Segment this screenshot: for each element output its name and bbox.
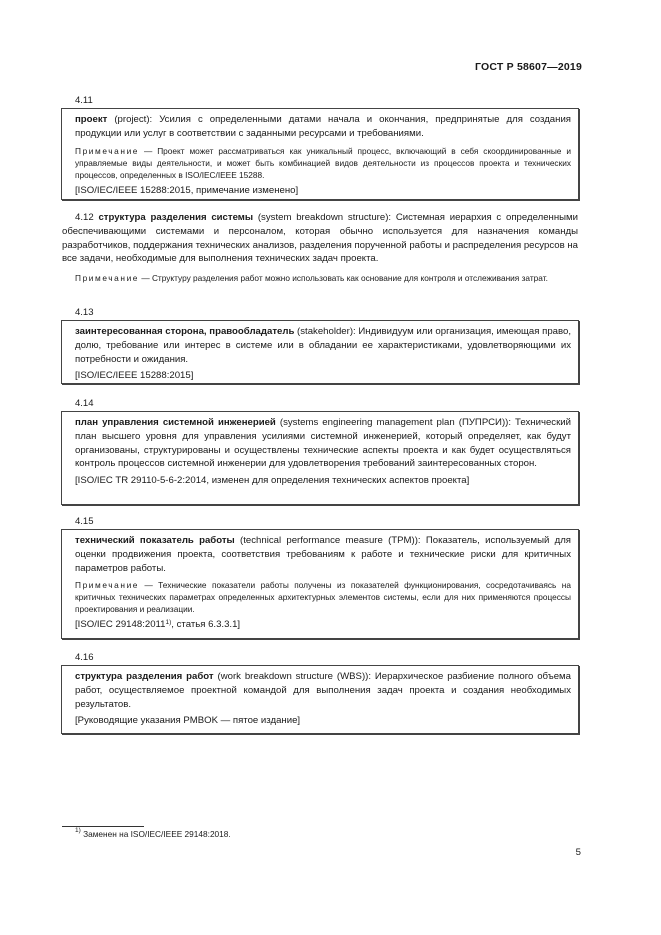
term-definition-4-13: заинтересованная сторона, правообладатель (stakeholder): Индивидуум или организация, имеющая право, долю, требование или интерес в системе или в обладании ее характеристиками, удовлетворяющими их потребности и ожидания. bbox=[75, 326, 571, 365]
term-box-4-14 bbox=[61, 411, 579, 505]
term-note-4-15: Примечание — Технические показатели работы получены из показателей функционирования, сосредотачиваясь на критичных технических параметрах определенных архитектурных элементов системы, если для них применяются процессы проектирования и реализации. bbox=[75, 580, 571, 615]
term-definition-4-14: план управления системной инженерией (systems engineering management plan (ПУПРСИ)): Технический план высшего уровня для управления усилиями системной инженерией, который определяет, как будут организованы, структурированы и осуществлены технические аспекты проекта и как будет осуществляться контроль процессов системной инженерии для удовлетворения требований заинтересованных сторон. bbox=[75, 417, 571, 470]
term-definition-4-16: структура разделения работ (work breakdown structure (WBS)): Иерархическое разбиение полного объема работ, осуществляемое проектной командой для выполнения задач проекта и создания необходимых результатов. bbox=[75, 671, 571, 710]
term-box-4-16 bbox=[61, 665, 579, 734]
term-name: проект bbox=[75, 114, 108, 125]
term-source-4-14: [ISO/IEC TR 29110-5-6-2:2014, изменен для определения технических аспектов проекта] bbox=[75, 475, 470, 487]
term-number-4-11: 4.11 bbox=[75, 95, 93, 106]
term-box-4-13 bbox=[61, 320, 579, 384]
term-name: заинтересованная сторона, правообладатель bbox=[75, 326, 295, 337]
term-block-4-12 bbox=[62, 211, 578, 287]
term-source-4-11: [ISO/IEC/IEEE 15288:2015, примечание изменено] bbox=[75, 184, 299, 196]
term-definition-4-15: технический показатель работы (technical performance measure (TPM)): Показатель, используемый для оценки продвижения проекта, соответствия требованиям к работе и технические риски для критичных параметров работы. bbox=[75, 535, 571, 574]
term-name: технический показатель работы bbox=[75, 535, 235, 546]
footnote: $^{1)}$ Заменен на ISO/IEC/IEEE 29148:2018. bbox=[75, 827, 231, 839]
term-name: план управления системной инженерией bbox=[75, 417, 276, 428]
standard-header: ГОСТ Р 58607—2019 bbox=[474, 61, 582, 73]
term-number-4-15: 4.15 bbox=[75, 516, 94, 527]
term-source-4-15: [ISO/IEC 29148:2011$^{1)}$, статья 6.3.3.1] bbox=[75, 619, 241, 631]
term-note-4-11: Примечание — Проект может рассматриваться как уникальный процесс, включающий в себя скоординированные и управляемые виды деятельности, и может быть комбинацией видов деятельности из процессов проекта и технических процессов, определенных в ISO/IEC/IEEE 15288. bbox=[75, 145, 571, 180]
term-source-4-13: [ISO/IEC/IEEE 15288:2015] bbox=[75, 370, 194, 382]
page-number: 5 bbox=[575, 847, 581, 858]
term-note-4-12: Примечание — Структуру разделения работ можно использовать как основание для контроля и отслеживания затрат. bbox=[75, 273, 548, 284]
term-number-4-14: 4.14 bbox=[75, 398, 94, 409]
term-box-4-15 bbox=[61, 529, 579, 639]
term-name: структура разделения системы bbox=[98, 212, 254, 223]
term-number-4-13: 4.13 bbox=[75, 307, 94, 318]
term-box-4-11 bbox=[61, 108, 579, 200]
term-source-4-16: [Руководящие указания PMBOK — пятое издание] bbox=[75, 715, 301, 727]
term-definition-4-11: проект (project): Усилия с определенными датами начала и окончания, предпринятые для создания продукции или услуг в соответствии с заданными ресурсами и требованиями. bbox=[75, 114, 571, 139]
footnote-ref: 1) bbox=[165, 619, 172, 627]
term-number-4-16: 4.16 bbox=[75, 652, 94, 663]
term-name: структура разделения работ bbox=[75, 671, 214, 682]
term-definition-4-12: 4.12 структура разделения системы (system breakdown structure): Системная иерархия с определенными обеспечивающими системами и персоналом, которая обычно используется для назначения команды разработчиков, поддержания технических анализов, разделения порученной работы и распределения ресурсов на все задачи, необходимые для выполнения технических задач проекта. bbox=[62, 212, 578, 265]
